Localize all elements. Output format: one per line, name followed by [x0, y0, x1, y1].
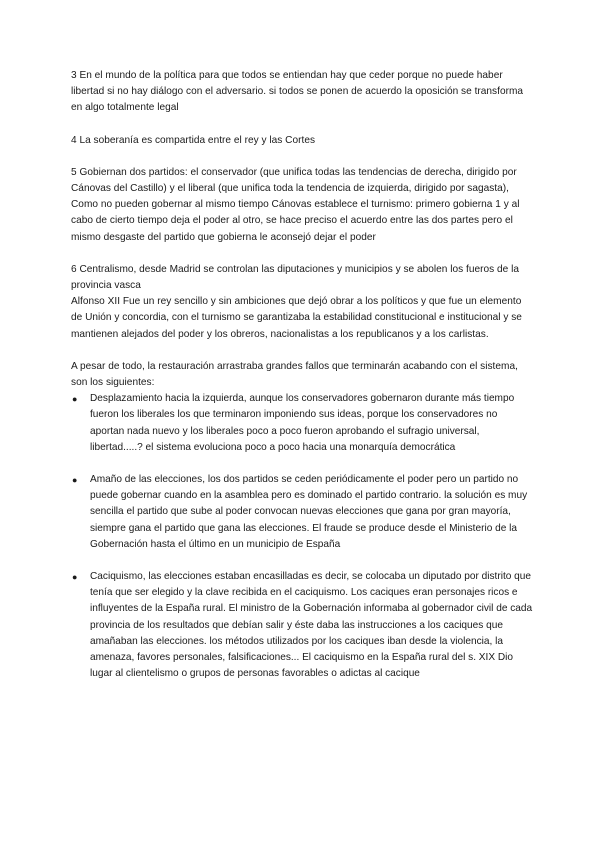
- paragraph-3: 3 En el mundo de la política para que todos se entiendan hay que ceder porque no puede haber libertad si no hay diálogo con el adversario. si todos se ponen de acuerdo la oposición se transforma en algo totalmente legal: [71, 70, 524, 114]
- bullet-icon: ●: [72, 394, 78, 405]
- list-item-text: Desplazamiento hacia la izquierda, aunque los conservadores gobernaron durante más tiempo fueron los liberales los que terminaron imponiendo sus ideas, porque los conservadores no aportan nada nuevo y los liberales poco a poco fueron aprobando el sufragio universal, libertad.....? el sistema evoluciona poco a poco hacia una monarquía democrática: [90, 393, 515, 453]
- document-body: [71, 68, 533, 699]
- bullet-icon: ●: [72, 475, 78, 486]
- paragraph-intro: A pesar de todo, la restauración arrastraba grandes fallos que terminarán acabando con el sistema, son los siguientes:: [71, 360, 518, 389]
- list-item-text: Amaño de las elecciones, los dos partidos se ceden periódicamente el poder pero un partido no puede gobernar cuando en la asamblea pero es dominado el partido contrario. la solución es muy sencilla el partido que sube al poder convocan nuevas elecciones que gana por gran mayoría, siempre gana el partido que gana las elecciones. El fraude se produce desde el Ministerio de la Gobernación hasta el último en un municipio de España: [90, 474, 528, 550]
- list-item: [71, 569, 533, 682]
- list-item: [71, 391, 533, 456]
- paragraph-6: 6 Centralismo, desde Madrid se controlan las diputaciones y municipios y se abolen los fueros de la provincia vasca: [71, 263, 520, 292]
- list-item: [71, 472, 533, 553]
- paragraph-4: 4 La soberanía es compartida entre el rey y las Cortes: [71, 134, 316, 146]
- paragraph-5: 5 Gobiernan dos partidos: el conservador (que unifica todas las tendencias de derecha, dirigido por Cánovas del Castillo) y el liberal (que unifica toda la tendencia de izquierda, dirigido por sagasta), Como no pueden gobernar al mismo tiempo Cánovas establece el turnismo: primero gobierna 1 y al cabo de cierto tiempo deja el poder al otro, se hace preciso el acuerdo entre las dos partes pero el mismo desgaste del partido que gobierna le aconsejó dejar el poder: [71, 166, 520, 243]
- bullet-list: [71, 391, 533, 682]
- list-item-text: Caciquismo, las elecciones estaban encasilladas es decir, se colocaba un diputado por distrito que tenía que ser elegido y la clave recibida en el caciquismo. Los caciques eran personajes ricos e influyentes de la España rural. El ministro de la Gobernación informaba al gobernador civil de cada provincia de los resultados que debían salir y éste daba las instrucciones a los caciques que amañaban las elecciones. los métodos utilizados por los caciques iban desde la violencia, la amenaza, favores personales, falsificaciones... El caciquismo en la España rural del s. XIX Dio lugar al clientelismo o grupos de personas favorables o adictas al cacique: [90, 571, 533, 680]
- bullet-icon: ●: [72, 572, 78, 583]
- paragraph-alfonso: Alfonso XII Fue un rey sencillo y sin ambiciones que dejó obrar a los políticos y que fue un elemento de Unión y concordia, con el turnismo se garantizaba la estabilidad constitucional e institucional y se mantienen alejados del poder y los obreros, nacionalistas a los republicanos y a los carlistas.: [71, 296, 522, 340]
